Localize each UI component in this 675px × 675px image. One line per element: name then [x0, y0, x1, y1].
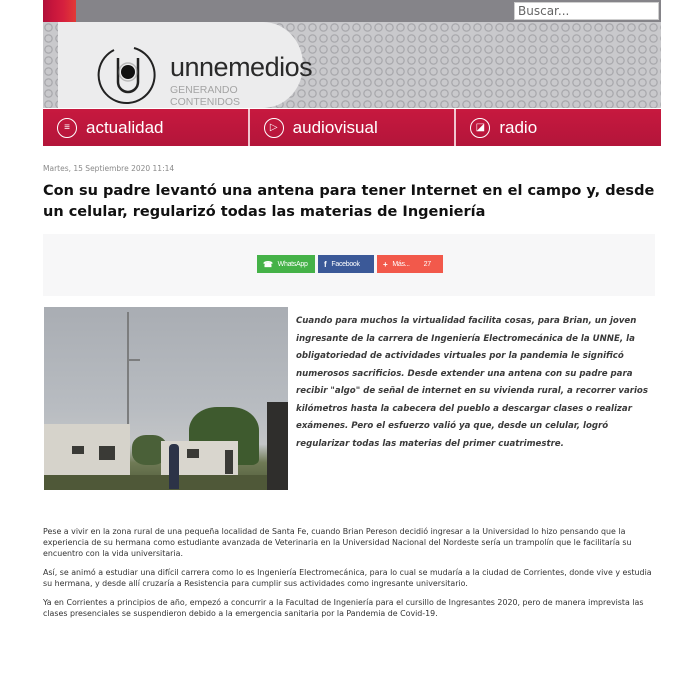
ground-shape [44, 475, 288, 490]
article-date: Martes, 15 Septiembre 2020 11:14 [43, 164, 175, 173]
share-buttons [257, 255, 443, 273]
facebook-label: Facebook [331, 260, 360, 268]
nav-item-radio[interactable] [456, 109, 661, 146]
antenna-arm-shape [128, 359, 140, 361]
article-paragraph: Así, se animó a estudiar una difícil carrera como lo es Ingeniería Electromecánica, para lo cual se mudaría a la ciudad de Corrientes, donde vive y estudia su hermana, y desde allí cruzaría a Resistencia para cumplir sus actividades como ingresante universitario. [43, 568, 652, 588]
facebook-share-button[interactable] [318, 255, 374, 273]
building-shape [44, 424, 130, 476]
shed-shape [267, 402, 288, 490]
nav-item-actualidad[interactable] [43, 109, 250, 146]
nav-item-audiovisual[interactable] [250, 109, 457, 146]
facebook-icon: f [324, 259, 327, 269]
share-count: 27 [423, 260, 431, 268]
nav-label: audiovisual [292, 117, 378, 137]
person-shape [169, 444, 179, 489]
logo[interactable] [58, 22, 313, 108]
whatsapp-share-button[interactable] [257, 255, 315, 273]
logo-tagline: GENERANDO CONTENIDOS [170, 84, 241, 108]
play-icon: ▷ [264, 118, 284, 138]
plus-icon: + [383, 259, 388, 269]
article-photo [44, 307, 288, 490]
nav-label: actualidad [86, 117, 164, 137]
search-input[interactable] [514, 2, 659, 20]
more-share-button[interactable] [377, 255, 443, 273]
article-paragraph: Pese a vivir en la zona rural de una pequeña localidad de Santa Fe, cuando Brian Pereson decidió ingresar a la Universidad lo hizo pensando que la experiencia de su hermana como estudiante avanzada de Veterinaria en la Universidad Nacional del Nordeste sería un trampolín que le facilitaría su encuentro con la vida universitaria. [43, 527, 632, 558]
nav-label: radio [499, 117, 538, 137]
whatsapp-icon: ☎ [263, 259, 273, 269]
article-title: Con su padre levantó una antena para tener Internet en el campo y, desde un celular, regularizó todas las materias de Ingeniería [43, 183, 655, 220]
main-nav [43, 109, 661, 146]
logo-name: unnemedios [170, 52, 313, 82]
article-paragraph: Ya en Corrientes a principios de año, empezó a concurrir a la Facultad de Ingeniería para el cursillo de Ingresantes 2020, pero de manera imprevista las clases presenciales se suspendieron debido a la emergencia sanitaria por la Pandemia de Covid-19. [43, 598, 644, 618]
more-label: Más... [392, 260, 410, 268]
site-banner [43, 22, 661, 108]
top-bar [43, 0, 661, 22]
whatsapp-label: WhatsApp [277, 260, 308, 268]
unnemedios-logo-icon [94, 42, 162, 110]
menu-lines-icon: ≡ [57, 118, 77, 138]
speaker-icon: ◪ [470, 118, 490, 138]
brand-stripes [43, 0, 76, 22]
article-lead: Cuando para muchos la virtualidad facilita cosas, para Brian, un joven ingresante de la carrera de Ingeniería Electromecánica de la UNNE, la obligatoriedad de actividades virtuales por la pandemia le significó numerosos sacrificios. Desde extender una antena con su padre para recibir "algo" de señal de internet en su vivienda rural, a recorrer varios kilómetros hasta la cabecera del pueblo a descargar clases o realizar exámenes. Pero el esfuerzo valió ya que, desde un celular, logró regularizar todas las materias del primer cuatrimestre. [296, 316, 648, 449]
